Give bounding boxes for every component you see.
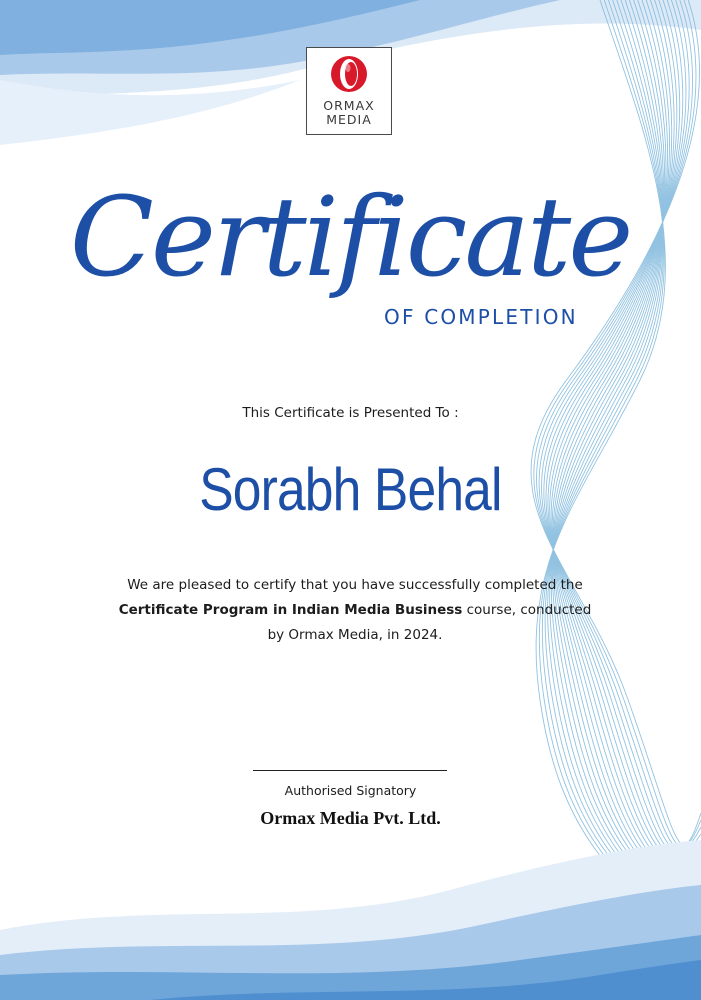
ormax-media-logo bbox=[306, 47, 392, 135]
body-line-3: by Ormax Media, in 2024. bbox=[267, 627, 443, 643]
ormax-logo-mark-icon bbox=[329, 54, 369, 94]
presented-to-label: This Certificate is Presented To : bbox=[242, 405, 459, 421]
certificate-title-text: Certificate bbox=[69, 173, 631, 301]
decorative-wave-line bbox=[546, 0, 701, 862]
program-name: Certificate Program in Indian Media Business bbox=[118, 602, 463, 618]
body-line-1: We are pleased to certify that you have successfully completed the bbox=[127, 577, 583, 593]
certificate-title bbox=[0, 160, 701, 330]
body-line-2-rest: course, conducted bbox=[462, 602, 592, 618]
certificate-subtitle: OF COMPLETION bbox=[384, 305, 578, 329]
signature-line bbox=[253, 770, 447, 771]
decorative-wave-line bbox=[548, 0, 701, 866]
signatory-label: Authorised Signatory bbox=[284, 783, 417, 798]
logo-text-media: MEDIA bbox=[326, 112, 372, 127]
logo-text-ormax: ORMAX bbox=[323, 98, 375, 113]
decorative-wave-line bbox=[550, 0, 701, 871]
signatory-company: Ormax Media Pvt. Ltd. bbox=[260, 808, 441, 828]
certificate-body bbox=[100, 573, 610, 648]
recipient-name: Sorabh Behal bbox=[199, 456, 502, 523]
